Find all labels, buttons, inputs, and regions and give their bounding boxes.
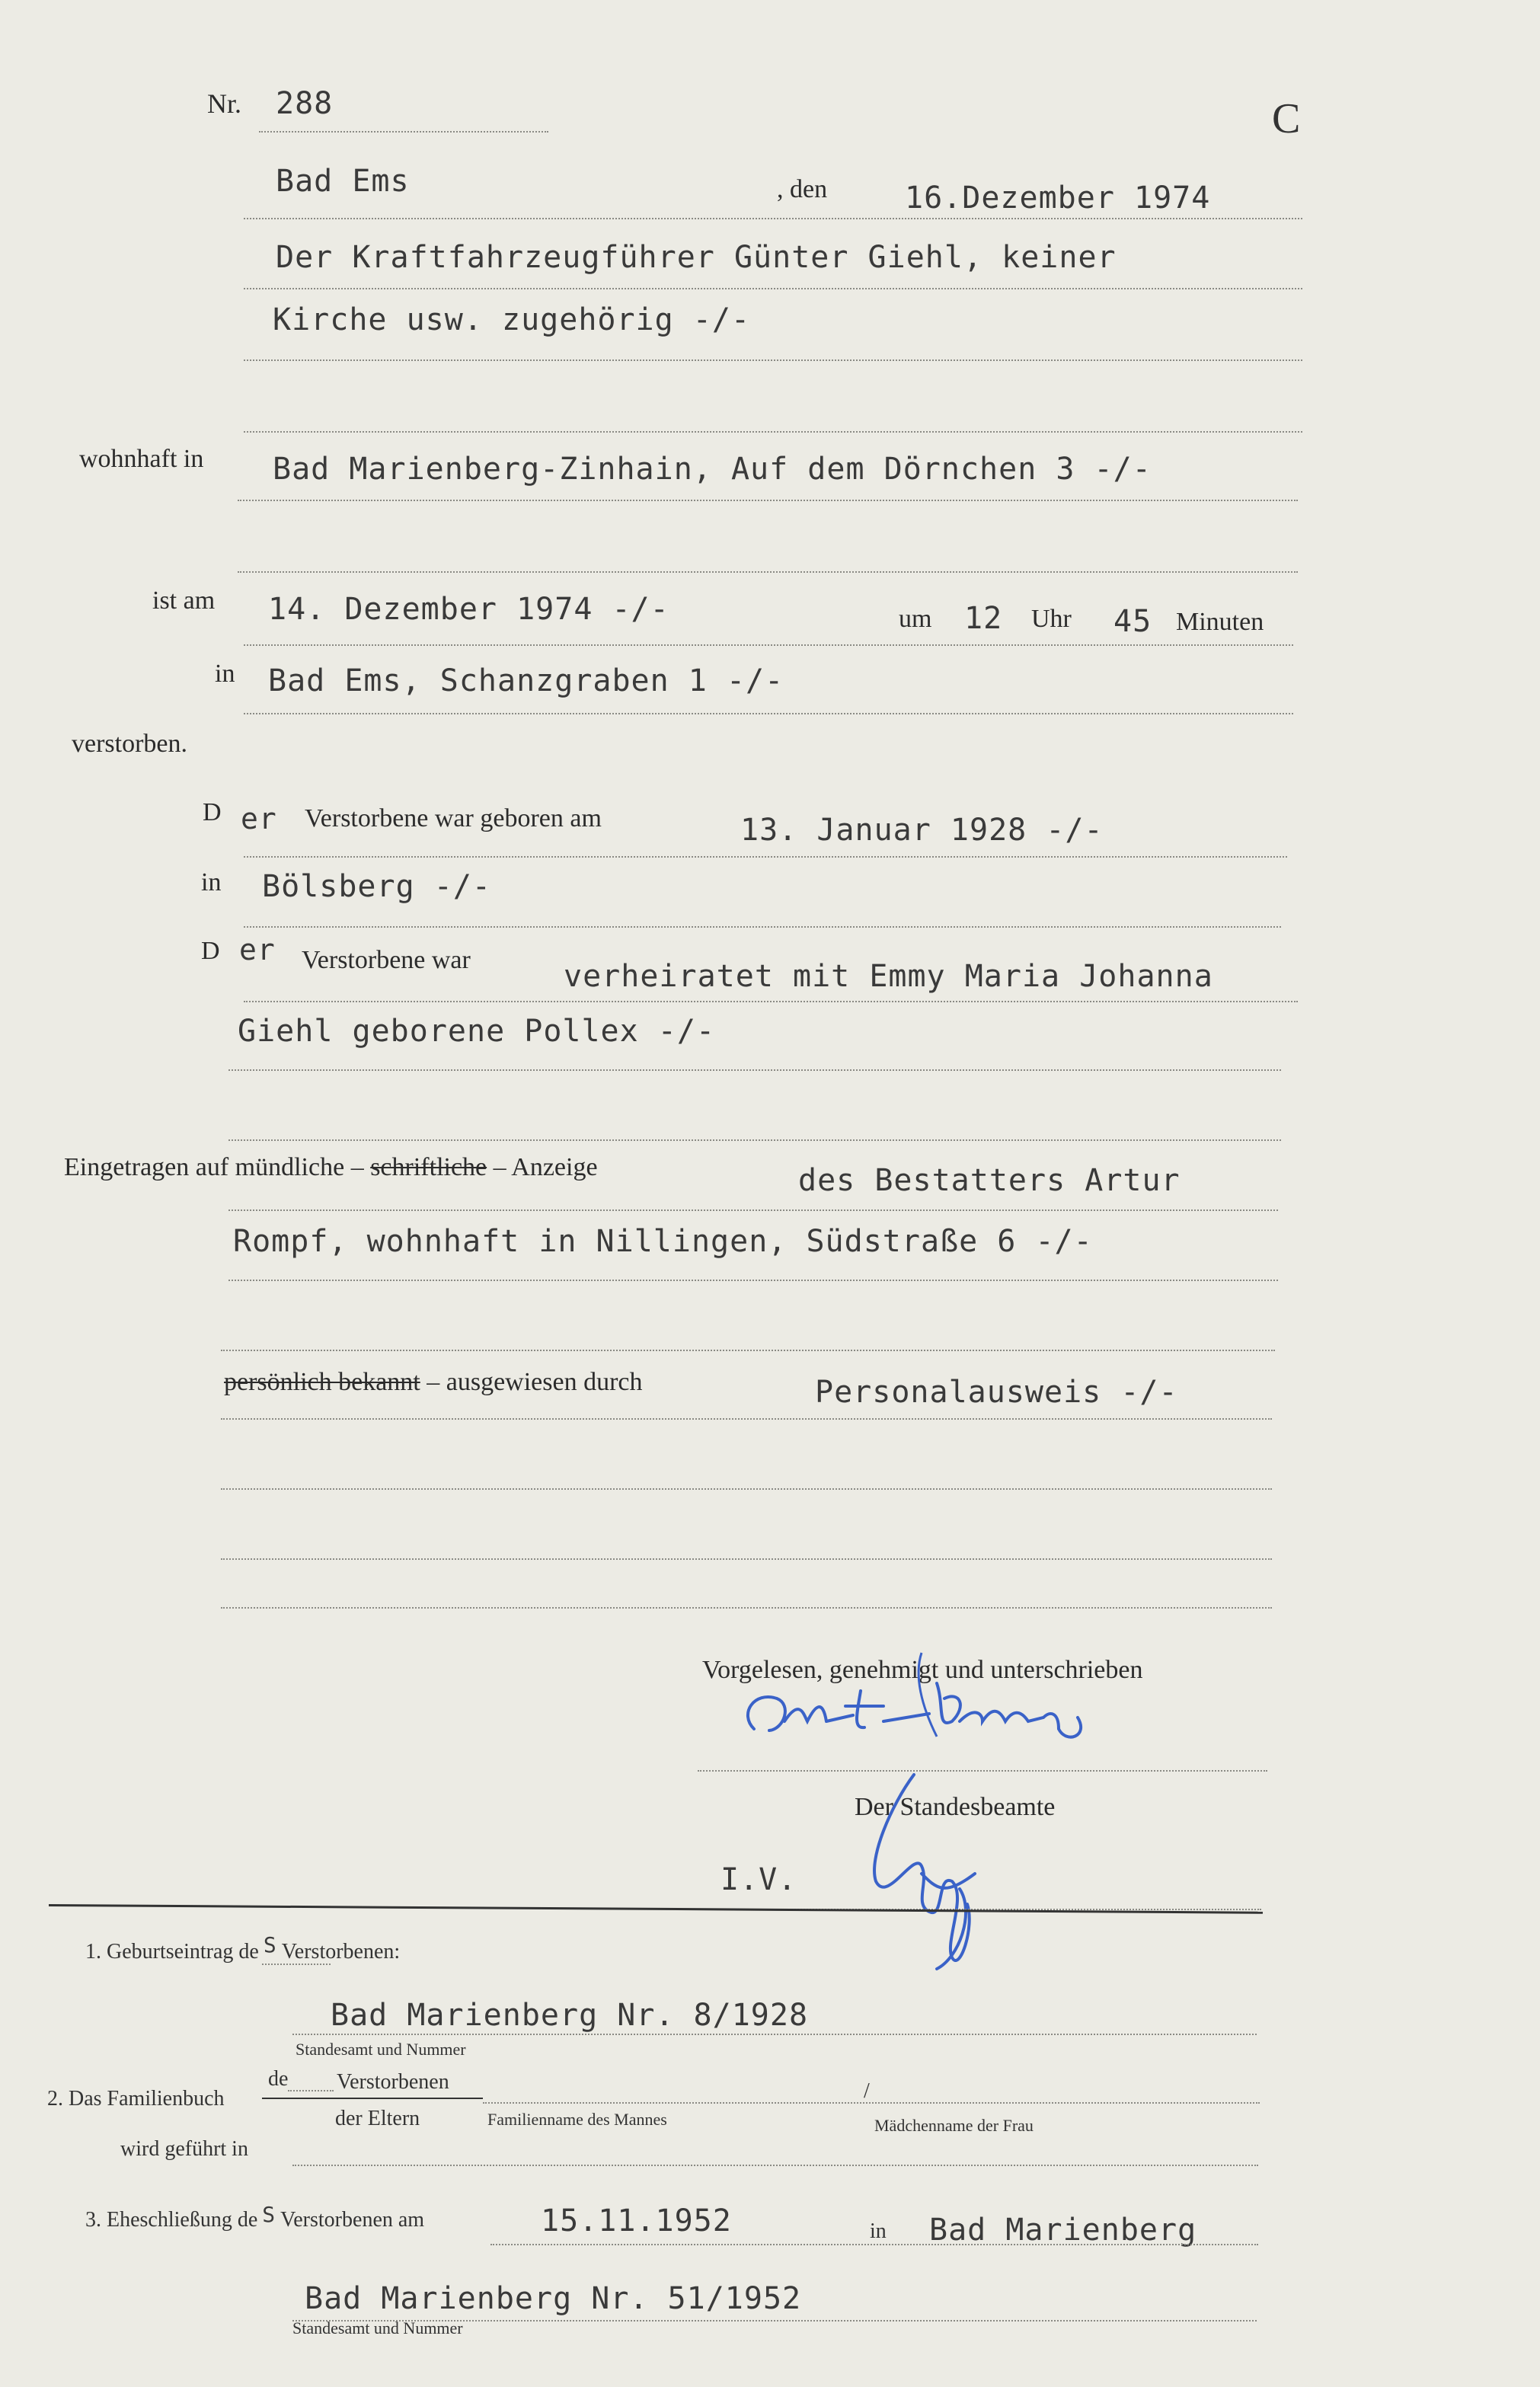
marriage-d-label: D — [201, 937, 220, 965]
item1-underline — [292, 2034, 1257, 2035]
um-label: um — [899, 605, 932, 633]
nr-label: Nr. — [207, 88, 241, 119]
place-value: Bad Ems — [276, 164, 410, 199]
iv-label: I.V. — [720, 1862, 797, 1897]
marriage-underline-1 — [244, 1001, 1298, 1002]
item2-eltern: der Eltern — [335, 2107, 420, 2130]
death-in-label: in — [215, 660, 235, 688]
registration-label — [64, 1155, 598, 1181]
residence-value: Bad Marienberg-Zinhain, Auf dem Dörnchen 3 -/- — [273, 452, 1152, 487]
item1-de-dots — [262, 1964, 331, 1965]
death-date-underline — [244, 644, 1293, 646]
registrar-signature — [845, 1759, 1013, 1980]
person-line-1: Der Kraftfahrzeugführer Günter Giehl, keiner — [276, 240, 1117, 275]
verstorben-label: verstorben. — [72, 730, 188, 758]
person-underline-3 — [244, 431, 1302, 433]
identity-label-text: – ausgewiesen durch — [427, 1368, 643, 1396]
item3-place: Bad Marienberg — [929, 2213, 1197, 2248]
item3-s: S — [262, 2202, 276, 2227]
marriage-underline-3 — [228, 1139, 1281, 1141]
minuten-label: Minuten — [1176, 608, 1264, 636]
birth-d-label: D — [203, 798, 222, 826]
ist-am-label: ist am — [152, 586, 216, 615]
item3-date: 15.11.1952 — [541, 2203, 732, 2238]
birth-date: 13. Januar 1928 -/- — [740, 813, 1104, 848]
registrar-label: Der Standesbeamte — [855, 1793, 1056, 1821]
registration-label-b: – Anzeige — [493, 1153, 598, 1181]
item3-label-b: Verstorbenen am — [280, 2208, 425, 2232]
registration-underline-1 — [228, 1209, 1278, 1211]
nr-value: 288 — [276, 86, 334, 121]
footer-item-1-label — [85, 1932, 401, 1964]
registration-label-struck: schriftliche — [370, 1153, 487, 1181]
marriage-er-type: er — [239, 933, 276, 967]
item1-value: Bad Marienberg Nr. 8/1928 — [331, 1998, 809, 2033]
corner-letter: C — [1272, 95, 1301, 142]
death-hour: 12 — [964, 601, 1003, 636]
identity-underline-2 — [221, 1488, 1272, 1490]
death-date: 14. Dezember 1974 -/- — [268, 592, 669, 627]
item2-strike-rule — [262, 2098, 483, 2099]
marriage-value-line-1: verheiratet mit Emmy Maria Johanna — [564, 959, 1213, 994]
item2-de-dots — [288, 2090, 334, 2091]
item2-slash: / — [864, 2079, 870, 2103]
registration-value-line-2: Rompf, wohnhaft in Nillingen, Südstraße 6 -/- — [233, 1224, 1093, 1259]
birth-place-underline — [244, 926, 1281, 928]
identity-value: Personalausweis -/- — [815, 1375, 1178, 1410]
item3-underline-1 — [490, 2244, 1258, 2245]
item2-label: 2. Das Familienbuch — [47, 2087, 225, 2111]
item1-label-a: 1. Geburtseintrag de — [85, 1940, 259, 1964]
person-underline-1 — [244, 288, 1302, 289]
death-place-underline — [244, 713, 1293, 714]
item2-caption-man: Familienname des Mannes — [487, 2110, 667, 2129]
item3-caption: Standesamt und Nummer — [292, 2318, 463, 2337]
marriage-underline-2 — [228, 1069, 1281, 1071]
item2-wird: wird geführt in — [120, 2137, 248, 2161]
birth-label: Verstorbene war geboren am — [305, 804, 602, 832]
birth-date-underline — [244, 856, 1287, 858]
death-minute: 45 — [1113, 604, 1152, 639]
birth-er-type: er — [241, 802, 277, 836]
item2-caption-woman: Mädchenname der Frau — [874, 2116, 1034, 2135]
residence-underline-1 — [238, 500, 1298, 501]
item2-de: de — [268, 2067, 289, 2091]
item2-underline-2 — [292, 2165, 1258, 2166]
marriage-label: Verstorbene war — [302, 946, 471, 974]
identity-underline-4 — [221, 1607, 1272, 1609]
date-value: 16.Dezember 1974 — [905, 181, 1211, 216]
birth-in-label: in — [201, 868, 222, 896]
marriage-value-line-2: Giehl geborene Pollex -/- — [238, 1014, 716, 1049]
registration-underline-2 — [228, 1280, 1278, 1281]
death-place: Bad Ems, Schanzgraben 1 -/- — [268, 663, 784, 698]
item3-value: Bad Marienberg Nr. 51/1952 — [305, 2281, 802, 2316]
den-label: , den — [777, 175, 828, 203]
registration-underline-3 — [221, 1350, 1275, 1351]
person-underline-2 — [244, 359, 1302, 361]
residence-underline-2 — [238, 571, 1298, 573]
item3-label-a: 3. Eheschließung de — [85, 2208, 258, 2232]
item1-caption: Standesamt und Nummer — [296, 2040, 466, 2059]
footer-item-3-label — [85, 2202, 425, 2232]
identity-label — [224, 1369, 643, 1395]
registration-value-line-1: des Bestatters Artur — [798, 1163, 1181, 1198]
item1-label-b: Verstorbenen: — [281, 1940, 401, 1964]
item2-underline-1 — [483, 2102, 1260, 2104]
uhr-label: Uhr — [1031, 605, 1072, 633]
identity-struck: persönlich bekannt — [224, 1368, 420, 1396]
nr-underline — [259, 131, 548, 133]
identity-underline-3 — [221, 1558, 1272, 1560]
person-line-2: Kirche usw. zugehörig -/- — [273, 302, 751, 337]
item1-s: S — [263, 1932, 277, 1957]
residence-label: wohnhaft in — [79, 445, 204, 473]
birth-place: Bölsberg -/- — [262, 869, 491, 904]
item3-in: in — [870, 2219, 887, 2243]
identity-underline-1 — [221, 1418, 1272, 1420]
registration-label-a: Eingetragen auf mündliche – — [64, 1153, 364, 1181]
place-date-underline — [244, 218, 1302, 219]
read-approved-label: Vorgelesen, genehmigt und unterschrieben — [702, 1656, 1143, 1684]
item2-verstorbenen: Verstorbenen — [337, 2070, 449, 2094]
